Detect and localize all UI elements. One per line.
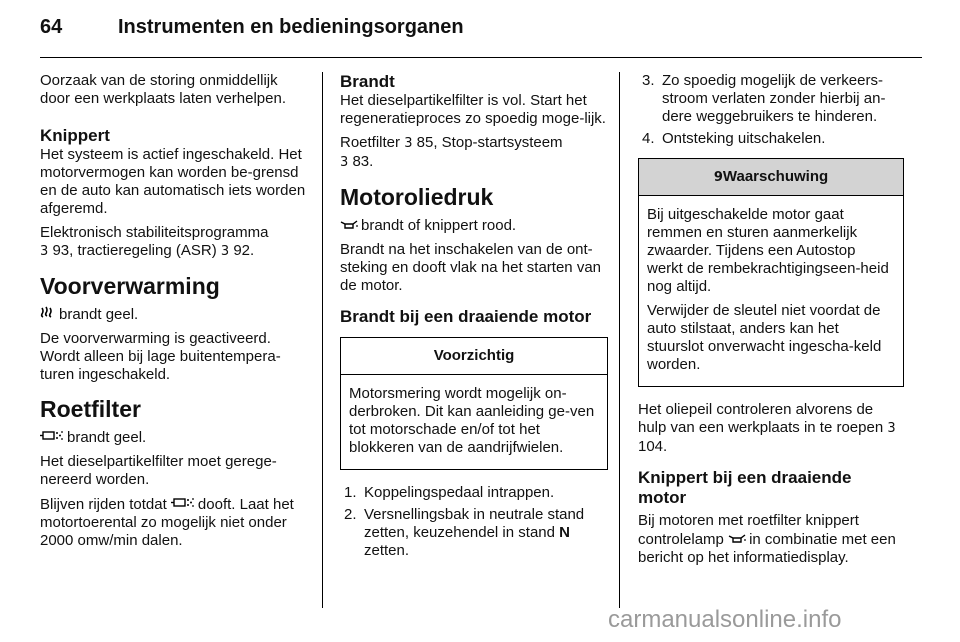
- step-text-end: zetten.: [364, 542, 410, 559]
- column-1: [40, 72, 308, 556]
- knippert-text-a: Bij motoren met roetfilter knippert controlelamp: [638, 512, 859, 548]
- column-divider-1: [322, 72, 323, 608]
- caution-title: Voorzichtig: [341, 338, 607, 375]
- ref-arrow-icon: 3: [40, 244, 49, 259]
- roetfilter-paragraph-2: [40, 495, 308, 550]
- list-item: [340, 506, 608, 560]
- steps-list-2: [638, 72, 904, 148]
- step-text: Koppelingspedaal intrappen.: [364, 484, 555, 501]
- roetfilter-text-b: dooft. Laat het motortoerental zo mogelijk niet onder 2000 omw/min dalen.: [40, 496, 294, 549]
- glow-plug-icon: [40, 305, 56, 323]
- knippert-ref-paragraph: [40, 224, 308, 261]
- oil-level-ref-link[interactable]: 104.: [638, 438, 668, 455]
- brandt-paragraph: Het dieselpartikelfilter is vol. Start het regeneratieproces zo spoedig moge-lijk.: [340, 92, 606, 127]
- warning-header: [639, 159, 903, 196]
- page-number: 64: [40, 16, 63, 38]
- particulate-filter-icon: [171, 495, 195, 513]
- intro-paragraph: Oorzaak van de storing onmiddellijk door een werkplaats laten verhelpen.: [40, 72, 286, 107]
- particulate-filter-icon: [40, 428, 64, 446]
- ref-arrow-icon: 3: [340, 155, 349, 170]
- oliedruk-indicator-text: brandt of knippert rood.: [361, 217, 517, 234]
- knippert-running-paragraph: [638, 512, 904, 567]
- stop-start-ref-link[interactable]: 83.: [352, 153, 374, 170]
- step-number: 4.: [642, 130, 655, 147]
- list-item: [340, 484, 608, 502]
- warning-paragraph-2: Verwijder de sleutel niet voordat de auto stilstaat, anders kan het stuurslot onverwacht ingescha-keld worden.: [647, 302, 882, 373]
- esp-label: Elektronisch stabiliteitsprogramma: [40, 224, 269, 241]
- caution-text: Motorsmering wordt mogelijk on-derbroken. Dit kan aanleiding ge-ven tot motorschade en/of tot het blokkeren van de aandrijfwielen.: [349, 385, 595, 456]
- oliedruk-paragraph: Brandt na het inschakelen van de ont-steking en dooft vlak na het starten van de motor.: [340, 241, 601, 294]
- voorverwarming-heading: Voorverwarming: [40, 273, 220, 299]
- oliedruk-indicator-line: [340, 216, 608, 235]
- brandt-heading: Brandt: [340, 72, 395, 91]
- asr-ref-link[interactable]: 92.: [233, 242, 255, 259]
- column-2: [340, 72, 608, 564]
- roetfilter-ref-link[interactable]: 85, Stop-startsysteem: [416, 134, 563, 151]
- knippert-text-b: in combinatie met een bericht op het informatiedisplay.: [638, 531, 896, 566]
- oil-can-icon: [728, 530, 746, 548]
- warning-body: [639, 196, 903, 386]
- watermark: carmanualsonline.info: [608, 606, 842, 633]
- knippert-paragraph: Het systeem is actief ingeschakeld. Het motorvermogen kan worden be-grensd en de auto kan automatisch iets worden afgeremd.: [40, 146, 306, 217]
- header-rule: [40, 57, 922, 58]
- page-header: [0, 0, 960, 62]
- roetfilter-paragraph: Het dieselpartikelfilter moet gerege-nereerd worden.: [40, 453, 277, 488]
- page-title: Instrumenten en bedieningsorganen: [118, 16, 464, 38]
- oil-level-paragraph: [638, 401, 904, 456]
- step-text: Zo spoedig mogelijk de verkeers-stroom verlaten zonder hierbij an-dere weggebruikers te hinderen.: [662, 72, 886, 125]
- knippert-running-heading: Knippert bij een draaiende motor: [638, 468, 852, 507]
- step-number: 3.: [642, 72, 655, 89]
- warning-box: [638, 158, 904, 387]
- esp-ref-link[interactable]: 93, tractieregeling (ASR): [52, 242, 221, 259]
- step-number: 1.: [344, 484, 357, 501]
- brandt-ref-label: Roetfilter: [340, 134, 405, 151]
- brandt-ref-paragraph: [340, 134, 608, 172]
- warning-paragraph-1: Bij uitgeschakelde motor gaat remmen en sturen aanmerkelijk zwaarder. Tijdens een Autostop werkt de rembekrachtigingseen-heid nog altijd.: [647, 206, 889, 295]
- ref-arrow-icon: 3: [404, 136, 413, 151]
- roetfilter-text-a: Blijven rijden totdat: [40, 496, 167, 513]
- step-number: 2.: [344, 506, 357, 523]
- caution-box: [340, 337, 608, 470]
- roetfilter-indicator-line: [40, 428, 308, 447]
- step-text: Versnellingsbak in neutrale stand zetten, keuzehendel in stand: [364, 506, 585, 541]
- warning-triangle-icon: 9: [713, 170, 723, 185]
- column-divider-2: [619, 72, 620, 608]
- warning-title: Waarschuwing: [722, 168, 829, 185]
- step-text: Ontsteking uitschakelen.: [662, 130, 826, 147]
- gear-position-n: N: [559, 524, 570, 541]
- list-item: [638, 130, 904, 148]
- steps-list-1: [340, 484, 608, 560]
- knippert-heading: Knippert: [40, 126, 110, 145]
- running-engine-heading: Brandt bij een draaiende motor: [340, 307, 592, 326]
- column-3: [638, 72, 904, 573]
- oil-level-text: Het oliepeil controleren alvorens de hulp van een werkplaats in te roepen: [638, 401, 884, 436]
- voorverwarming-indicator-text: brandt geel.: [59, 306, 139, 323]
- caution-body: [341, 375, 607, 469]
- roetfilter-heading: Roetfilter: [40, 396, 141, 422]
- ref-arrow-icon: 3: [887, 421, 896, 436]
- list-item: [638, 72, 904, 126]
- oliedruk-heading: Motoroliedruk: [340, 184, 494, 210]
- oil-can-icon: [340, 216, 358, 234]
- roetfilter-indicator-text: brandt geel.: [67, 429, 147, 446]
- voorverwarming-indicator-line: [40, 305, 308, 324]
- voorverwarming-paragraph: De voorverwarming is geactiveerd. Wordt alleen bij lage buitentempera-turen ingeschakeld.: [40, 330, 281, 383]
- ref-arrow-icon: 3: [220, 244, 230, 259]
